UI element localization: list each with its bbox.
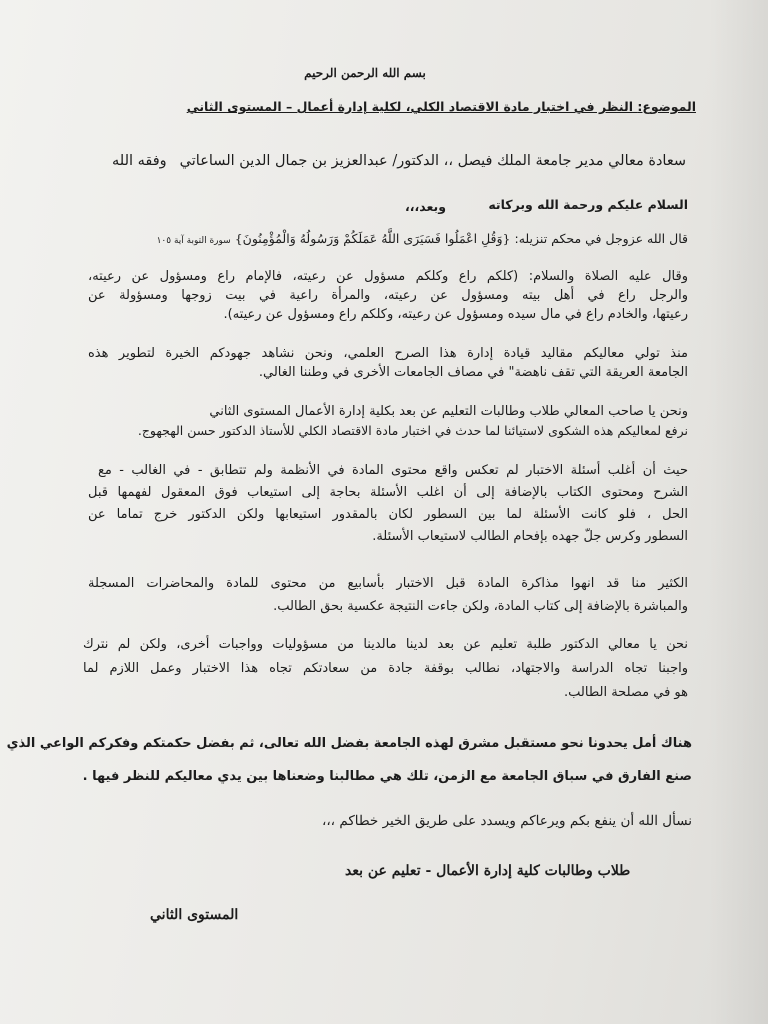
paragraph-5-line-2: والمباشرة بالإضافة إلى كتاب المادة، ولكن جاءت النتيجة عكسية بحق الطالب. [273,599,688,614]
greeting: السلام عليكم ورحمة الله وبركاته [488,197,688,212]
paragraph-1-line-1: وقال عليه الصلاة والسلام: (كلكم راع وكلكم مسؤول عن رعيته، فالإمام راع ومسؤول عن رعيته، [88,269,688,284]
paragraph-3-line-2: نرفع لمعاليكم هذه الشكوى لاستيائنا لما حدث في اختبار مادة الاقتصاد الكلي للأستاذ الدكتور حسن الهجهوج. [137,423,688,438]
closing-line: نسأل الله أن ينفع بكم ويرعاكم ويسدد على طريق الخير خطاكم ،،، [321,813,692,829]
quran-intro: قال الله عزوجل في محكم تنزيله: [514,231,688,246]
bold-paragraph-line-1: هناك أمل يحدونا نحو مستقبل مشرق لهذه الجامعة بفضل الله تعالى، ثم بفضل حكمتكم وفكركم الواعي الذي [6,736,692,751]
paragraph-4-line-1: حيث أن أغلب أسئلة الاختبار لم تعكس واقع محتوى المادة في الأنظمة ولم تتطابق - في الغالب - مع [98,463,688,478]
paragraph-4-line-2: الشرح ومحتوى الكتاب بالإضافة إلى أن اغلب الأسئلة بحاجة إلى استيعاب فوق المعقول لفهمها قبل [88,485,688,500]
paragraph-6-line-1: نحن يا معالي الدكتور طلبة تعليم عن بعد لدينا مالدينا من مسؤوليات وواجبات أخرى، ولكن لم نترك [83,637,688,652]
paragraph-3-line-1: ونحن يا صاحب المعالي طلاب وطالبات التعليم عن بعد بكلية إدارة الأعمال المستوى الثاني [209,404,688,419]
paragraph-4-line-3: الحل ، فلو كانت الأسئلة لما بين السطور لكان بالمقدور استيعابها ولكن الدكتور خرج تماما عن [88,507,688,522]
paragraph-1-line-3: رعيتها، والخادم راع في مال سيده ومسؤول عن رعيته، وكلكم راع ومسؤول عن رعيته). [223,307,688,322]
quran-line [157,230,688,250]
greeting-after: وبعد،،، [405,199,446,214]
page-shadow [708,0,768,1024]
paragraph-6-line-2: واجبنا تجاه الدراسة والاجتهاد، نطالب بوقفة جادة من سعادتكم تجاه هذا الاختبار وعمل اللازم لما [83,661,688,676]
signature-line-2: المستوى الثاني [150,907,239,923]
paragraph-2-line-2: الجامعة العريقة التي تقف ناهضة" في مصاف الجامعات الأخرى في وطننا الغالي. [258,365,688,380]
quran-verse: {وَقُلِ اعْمَلُوا فَسَيَرَى اللَّهُ عَمَلَكُمْ وَرَسُولُهُ وَالْمُؤْمِنُونَ} [234,231,511,246]
paragraph-1-line-2: والرجل راع في أهل بيته ومسؤول عن رعيته، والمرأة راعية في بيت زوجها ومسؤولة عن [88,288,688,303]
signature-line-1: طلاب وطالبات كلية إدارة الأعمال - تعليم عن بعد [345,863,631,879]
subject-text: النظر في اختبار مادة الاقتصاد الكلي، لكلية إدارة أعمال – المستوى الثاني [186,99,633,114]
quran-reference: سورة التوبة آية ١٠٥ [156,236,231,246]
paragraph-6-line-3: هو في مصلحة الطالب. [564,685,688,700]
subject-line [187,98,696,116]
bold-paragraph-line-2: صنع الفارق في سباق الجامعة مع الزمن، تلك هي مطالبنا وضعناها بين يدي معاليكم للنظر فيها . [82,769,692,784]
basmala: بسم الله الرحمن الرحيم [304,66,426,80]
addressee-blessing: وفقه الله [112,153,167,169]
paragraph-2-line-1: منذ تولي معاليكم مقاليد قيادة إدارة هذا الصرح العلمي، ونحن نشاهد جهودكم الخيرة لتطوير هذه [88,346,688,361]
addressee-line: سعادة معالي مدير جامعة الملك فيصل ،، الدكتور/ عبدالعزيز بن جمال الدين الساعاتي [179,153,686,169]
paragraph-5-line-1: الكثير منا قد انهوا مذاكرة المادة قبل الاختبار بأسابيع من محتوى للمادة والمحاضرات المسجلة [88,576,688,591]
subject-label: الموضوع: [637,99,696,114]
paragraph-4-line-4: السطور وكرس جلّ جهده بإفحام الطالب لاستيعاب الأسئلة. [372,529,688,544]
